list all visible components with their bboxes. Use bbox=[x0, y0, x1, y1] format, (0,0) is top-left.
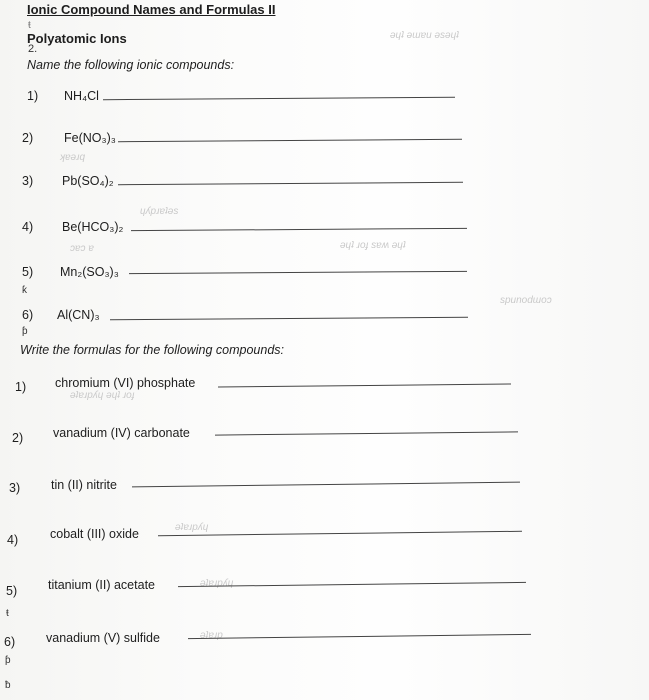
margin-mark: ŧ bbox=[6, 608, 9, 619]
worksheet-title: Ionic Compound Names and Formulas II bbox=[27, 2, 276, 17]
bleed-through-text: ǝʇɐɹpʎɥ ǝɥʇ ɹoɟ bbox=[70, 390, 135, 401]
question-number: 3) bbox=[9, 481, 21, 495]
question-number: 2) bbox=[22, 131, 34, 145]
compound-formula: Mn₂(SO₃)₃ bbox=[60, 265, 119, 279]
question-number: 6) bbox=[4, 635, 16, 649]
question-number: 4) bbox=[7, 533, 19, 547]
bleed-through-text: ʞɐǝɹq bbox=[60, 152, 86, 163]
bleed-through-text: ǝʇɐɹpʎɥ bbox=[200, 578, 234, 589]
margin-mark: 2. bbox=[28, 43, 38, 55]
answer-line[interactable] bbox=[215, 431, 518, 435]
bleed-through-text: spunodɯoɔ bbox=[500, 295, 552, 306]
question-number: 1) bbox=[15, 380, 27, 394]
compound-formula: Fe(NO₃)₃ bbox=[64, 131, 116, 145]
bleed-through-text: ǝʇɐɹp bbox=[200, 630, 223, 641]
compound-name: vanadium (IV) carbonate bbox=[53, 426, 190, 440]
compound-name: cobalt (III) oxide bbox=[50, 527, 139, 541]
margin-mark: ƥ bbox=[5, 655, 11, 666]
bleed-through-text: ɥʎpɹɐʇǝs bbox=[140, 206, 179, 217]
compound-name: chromium (VI) phosphate bbox=[55, 376, 196, 390]
question-number: 1) bbox=[27, 89, 39, 103]
answer-line[interactable] bbox=[132, 482, 520, 488]
compound-formula: NH₄Cl bbox=[64, 89, 99, 103]
compound-formula: Pb(SO₄)₂ bbox=[62, 174, 114, 188]
answer-line[interactable] bbox=[188, 634, 531, 639]
question-number: 5) bbox=[22, 265, 34, 279]
bleed-through-text: ǝʇɐɹpʎɥ bbox=[175, 522, 209, 533]
margin-mark: ƀ bbox=[5, 680, 11, 691]
answer-line[interactable] bbox=[131, 228, 467, 231]
question-number: 5) bbox=[6, 584, 18, 598]
question-number: 4) bbox=[22, 220, 34, 234]
name-compounds-instruction: Name the following ionic compounds: bbox=[27, 58, 235, 72]
bleed-through-text: ǝɥʇ ɹoɟ sɐʍ ǝɥʇ bbox=[340, 240, 406, 251]
compound-name: tin (II) nitrite bbox=[51, 478, 117, 492]
question-number: 3) bbox=[22, 174, 34, 188]
bleed-through-text: ɔɐɔ ɐ bbox=[70, 243, 94, 254]
question-number: 6) bbox=[22, 308, 34, 322]
bleed-through-text: ǝɥʇ ǝɯɐu ǝsǝɥʇ bbox=[390, 30, 459, 41]
question-number: 2) bbox=[12, 431, 24, 445]
write-formulas-instruction: Write the formulas for the following compounds: bbox=[20, 343, 285, 357]
margin-mark: ŧ bbox=[28, 20, 31, 31]
compound-name: titanium (II) acetate bbox=[48, 578, 155, 592]
compound-name: vanadium (V) sulfide bbox=[46, 631, 160, 645]
answer-line[interactable] bbox=[158, 531, 522, 536]
worksheet-subtitle: Polyatomic Ions bbox=[27, 31, 127, 46]
answer-line[interactable] bbox=[110, 317, 468, 320]
margin-mark: ƥ bbox=[22, 326, 28, 337]
answer-line[interactable] bbox=[118, 182, 463, 185]
answer-line[interactable] bbox=[103, 97, 455, 100]
answer-line[interactable] bbox=[118, 139, 462, 142]
answer-line[interactable] bbox=[218, 383, 511, 387]
compound-formula: Al(CN)₃ bbox=[57, 308, 100, 322]
margin-mark: ƙ bbox=[22, 285, 27, 296]
answer-line[interactable] bbox=[129, 271, 467, 274]
compound-formula: Be(HCO₃)₂ bbox=[62, 220, 124, 234]
